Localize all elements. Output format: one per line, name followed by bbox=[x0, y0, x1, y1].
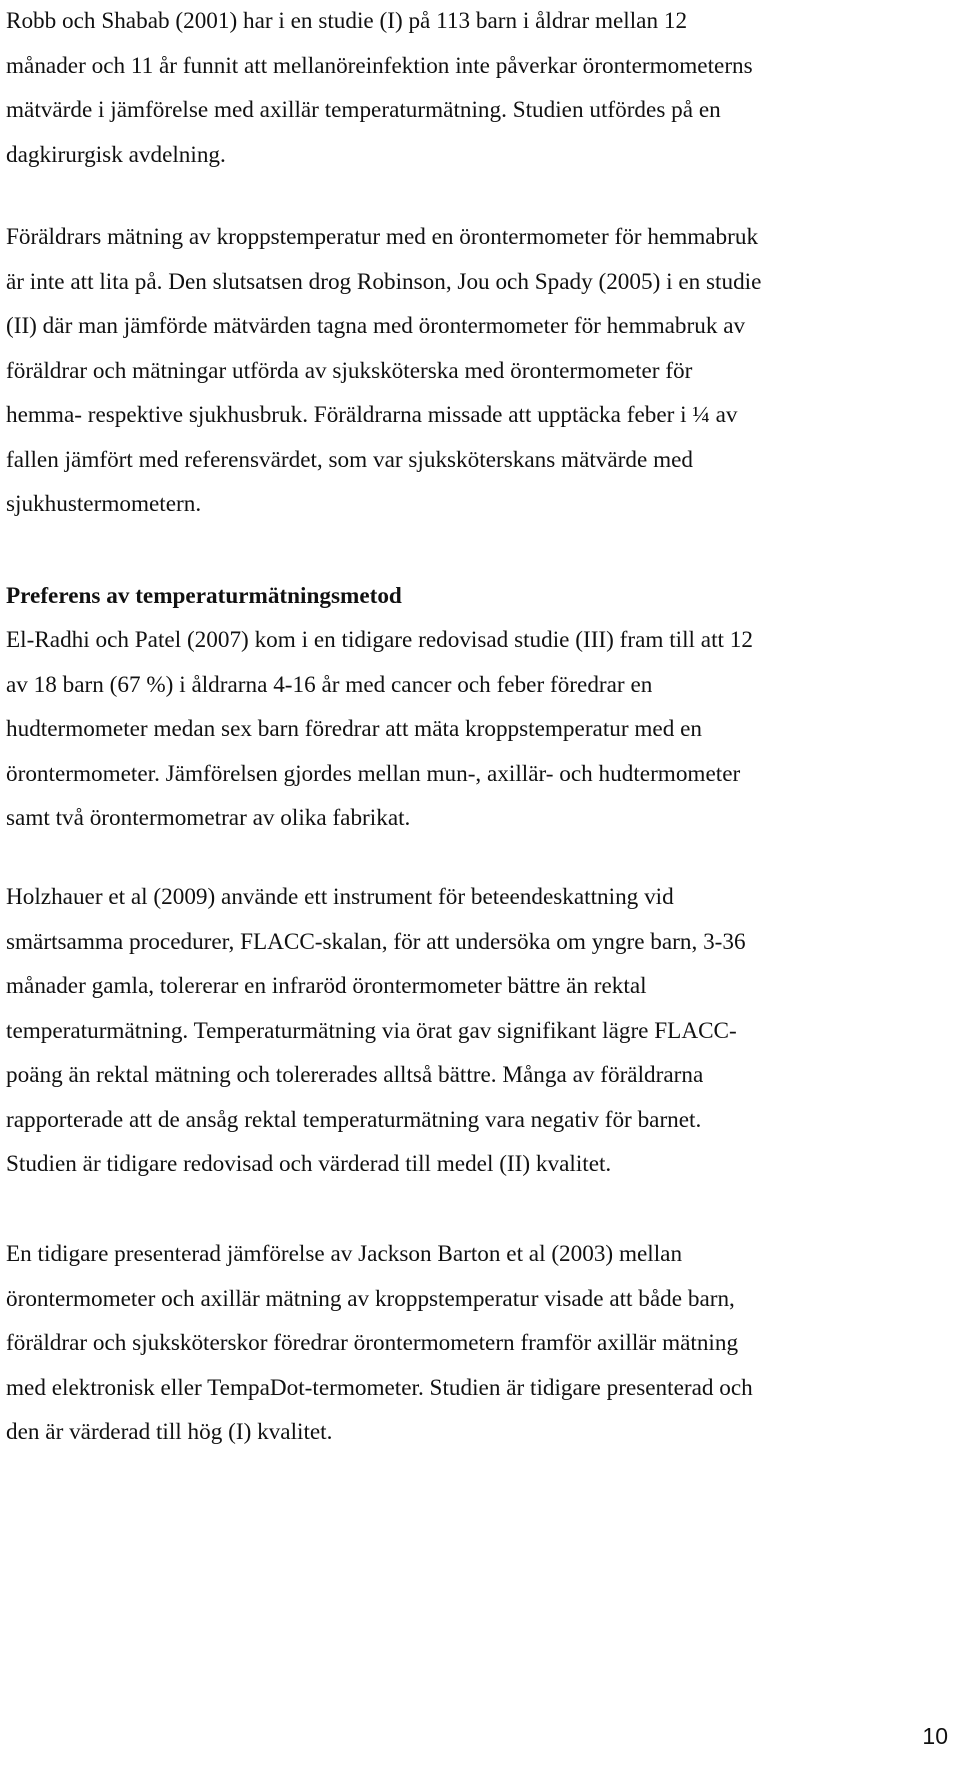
text-line: örontermometer. Jämförelsen gjordes mellan mun-, axillär- och hudtermometer bbox=[6, 760, 741, 787]
text-line: temperaturmätning. Temperaturmätning via örat gav signifikant lägre FLACC- bbox=[6, 1017, 737, 1044]
paragraph-jackson-barton bbox=[6, 1232, 753, 1455]
text-line: (II) där man jämförde mätvärden tagna med örontermometer för hemmabruk av bbox=[6, 313, 746, 339]
text-line: föräldrar och sjuksköterskor föredrar örontermometern framför axillär mätning bbox=[6, 1330, 739, 1356]
text-line: sjukhustermometern. bbox=[6, 491, 202, 517]
text-line: med elektronisk eller TempaDot-termometer. Studien är tidigare presenterad och bbox=[6, 1374, 753, 1401]
paragraph-el-radhi-patel bbox=[6, 618, 753, 841]
text-line: smärtsamma procedurer, FLACC-skalan, för att undersöka om yngre barn, 3-36 bbox=[6, 928, 746, 955]
text-line: Robb och Shabab (2001) har i en studie (I) på 113 barn i åldrar mellan 12 bbox=[6, 8, 688, 34]
text-line: är inte att lita på. Den slutsatsen drog Robinson, Jou och Spady (2005) i en studie bbox=[6, 268, 762, 295]
text-line: den är värderad till hög (I) kvalitet. bbox=[6, 1419, 333, 1445]
text-line: månader och 11 år funnit att mellanöreinfektion inte påverkar örontermometerns bbox=[6, 52, 753, 79]
text-line: Studien är tidigare redovisad och värderad till medel (II) kvalitet. bbox=[6, 1151, 612, 1177]
section-heading: Preferens av temperaturmätningsmetod bbox=[6, 583, 402, 609]
text-line: Holzhauer et al (2009) använde ett instrument för beteendeskattning vid bbox=[6, 884, 674, 910]
text-line: örontermometer och axillär mätning av kroppstemperatur visade att både barn, bbox=[6, 1285, 735, 1312]
text-line: hemma- respektive sjukhusbruk. Föräldrarna missade att upptäcka feber i ¼ av bbox=[6, 402, 738, 428]
text-line: mätvärde i jämförelse med axillär temperaturmätning. Studien utfördes på en bbox=[6, 97, 721, 123]
text-line: Föräldrars mätning av kroppstemperatur med en örontermometer för hemmabruk bbox=[6, 224, 759, 250]
paragraph-holzhauer bbox=[6, 875, 746, 1187]
text-line: rapporterade att de ansåg rektal temperaturmätning vara negativ för barnet. bbox=[6, 1106, 702, 1133]
text-line: samt två örontermometrar av olika fabrikat. bbox=[6, 805, 411, 831]
text-line: El-Radhi och Patel (2007) kom i en tidigare redovisad studie (III) fram till att 12 bbox=[6, 627, 753, 653]
text-line: fallen jämfört med referensvärdet, som var sjuksköterskans mätvärde med bbox=[6, 446, 694, 473]
paragraph-robb-shabab bbox=[6, 0, 753, 177]
text-line: hudtermometer medan sex barn föredrar att mäta kroppstemperatur med en bbox=[6, 716, 702, 742]
text-line: poäng än rektal mätning och tolererades alltså bättre. Många av föräldrarna bbox=[6, 1062, 704, 1088]
text-line: En tidigare presenterad jämförelse av Jackson Barton et al (2003) mellan bbox=[6, 1241, 683, 1267]
text-line: månader gamla, tolererar en infraröd örontermometer bättre än rektal bbox=[6, 973, 647, 999]
text-line: dagkirurgisk avdelning. bbox=[6, 141, 226, 168]
paragraph-foraldrars-matning bbox=[6, 215, 761, 527]
text-line: av 18 barn (67 %) i åldrarna 4-16 år med cancer och feber föredrar en bbox=[6, 671, 653, 698]
text-line: föräldrar och mätningar utförda av sjuksköterska med örontermometer för bbox=[6, 357, 693, 384]
page-number: 10 bbox=[922, 1723, 948, 1749]
